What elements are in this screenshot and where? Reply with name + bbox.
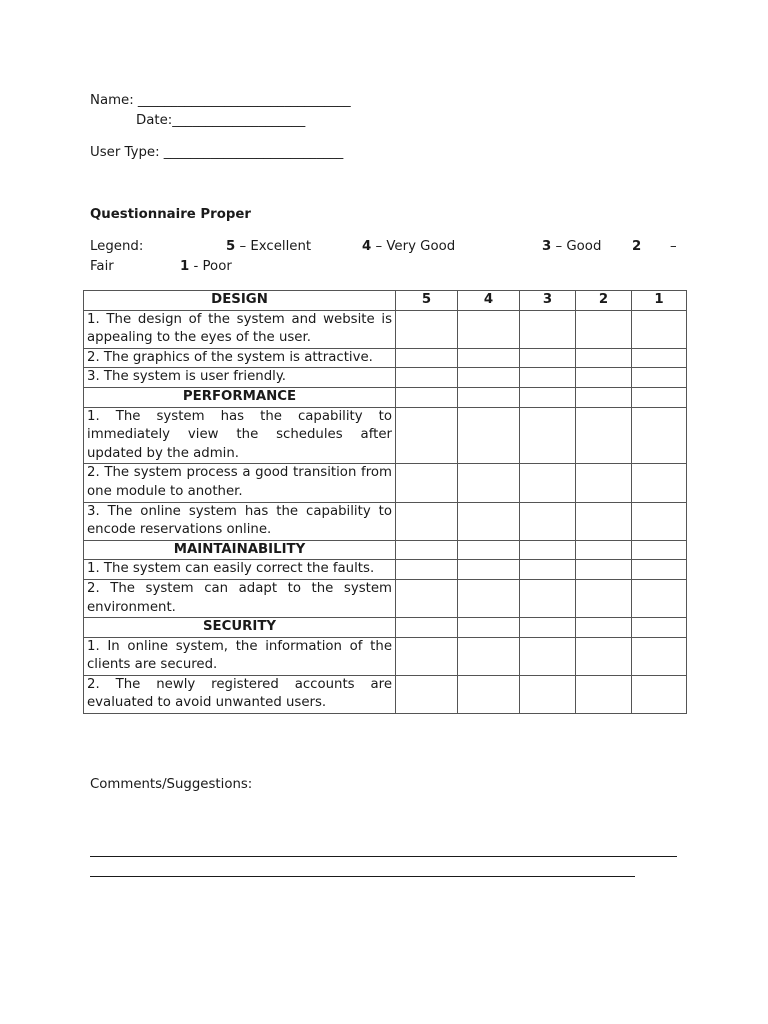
rating-cell[interactable] bbox=[632, 618, 687, 638]
table-row bbox=[84, 464, 687, 502]
rating-cell[interactable] bbox=[458, 675, 520, 713]
comments-line-1[interactable] bbox=[90, 856, 677, 857]
date-field-label: Date:____________________ bbox=[136, 113, 306, 128]
rating-cell[interactable] bbox=[632, 502, 687, 540]
rating-cell[interactable] bbox=[458, 502, 520, 540]
rating-cell[interactable] bbox=[458, 579, 520, 617]
section-header-row bbox=[84, 540, 687, 560]
rating-cell[interactable] bbox=[632, 407, 687, 464]
rating-cell[interactable] bbox=[632, 387, 687, 407]
table-row bbox=[84, 502, 687, 540]
rating-cell[interactable] bbox=[520, 637, 576, 675]
question-text: 3. The system is user friendly. bbox=[84, 368, 396, 388]
table-row bbox=[84, 368, 687, 388]
rating-cell[interactable] bbox=[520, 579, 576, 617]
rating-cell[interactable] bbox=[396, 310, 458, 348]
rating-cell[interactable] bbox=[632, 310, 687, 348]
rating-cell[interactable] bbox=[396, 675, 458, 713]
legend-item-poor: 1 - Poor bbox=[180, 259, 232, 274]
question-text: 3. The online system has the capability to encode reservations online. bbox=[84, 502, 396, 540]
rating-cell[interactable] bbox=[458, 348, 520, 368]
rating-cell[interactable] bbox=[458, 407, 520, 464]
section-title: DESIGN bbox=[84, 291, 396, 311]
table-row bbox=[84, 407, 687, 464]
rating-cell[interactable] bbox=[458, 368, 520, 388]
rating-cell[interactable] bbox=[396, 407, 458, 464]
table-row bbox=[84, 637, 687, 675]
comments-line-2[interactable] bbox=[90, 876, 635, 877]
section-title: SECURITY bbox=[84, 618, 396, 638]
question-text: 1. The system can easily correct the faults. bbox=[84, 560, 396, 580]
rating-cell[interactable] bbox=[576, 348, 632, 368]
rating-cell[interactable] bbox=[576, 368, 632, 388]
rating-cell[interactable] bbox=[632, 560, 687, 580]
question-text: 2. The system can adapt to the system environment. bbox=[84, 579, 396, 617]
section-header-row bbox=[84, 291, 687, 311]
rating-cell[interactable] bbox=[632, 368, 687, 388]
table-row bbox=[84, 348, 687, 368]
rating-cell[interactable] bbox=[458, 560, 520, 580]
legend-item-fair-text: Fair bbox=[90, 259, 114, 274]
table-row bbox=[84, 675, 687, 713]
rating-cell[interactable] bbox=[632, 540, 687, 560]
table-row bbox=[84, 310, 687, 348]
rating-cell[interactable] bbox=[520, 368, 576, 388]
question-text: 2. The system process a good transition from one module to another. bbox=[84, 464, 396, 502]
rating-cell[interactable] bbox=[520, 675, 576, 713]
rating-cell[interactable] bbox=[396, 368, 458, 388]
table-row bbox=[84, 560, 687, 580]
rating-cell[interactable] bbox=[576, 560, 632, 580]
section-header-row bbox=[84, 387, 687, 407]
legend-item-fair-number: 2 bbox=[632, 239, 642, 254]
rating-cell[interactable] bbox=[576, 387, 632, 407]
rating-cell[interactable] bbox=[520, 464, 576, 502]
user-type-field-label: User Type: ___________________________ bbox=[90, 145, 344, 160]
rating-cell[interactable] bbox=[632, 637, 687, 675]
rating-cell[interactable] bbox=[396, 540, 458, 560]
rating-cell[interactable] bbox=[576, 579, 632, 617]
question-text: 1. The system has the capability to immediately view the schedules after updated by the admin. bbox=[84, 407, 396, 464]
section-title: PERFORMANCE bbox=[84, 387, 396, 407]
rating-cell[interactable] bbox=[520, 387, 576, 407]
rating-cell[interactable] bbox=[396, 387, 458, 407]
rating-cell[interactable] bbox=[458, 464, 520, 502]
rating-header: 3 bbox=[520, 291, 576, 311]
rating-cell[interactable] bbox=[396, 560, 458, 580]
rating-cell[interactable] bbox=[458, 618, 520, 638]
question-text: 1. The design of the system and website is appealing to the eyes of the user. bbox=[84, 310, 396, 348]
section-header-row bbox=[84, 618, 687, 638]
rating-header: 2 bbox=[576, 291, 632, 311]
rating-cell[interactable] bbox=[396, 618, 458, 638]
name-field-label: Name: ________________________________ bbox=[90, 93, 351, 108]
rating-cell[interactable] bbox=[632, 348, 687, 368]
rating-cell[interactable] bbox=[520, 618, 576, 638]
rating-cell[interactable] bbox=[520, 407, 576, 464]
rating-cell[interactable] bbox=[396, 579, 458, 617]
comments-label: Comments/Suggestions: bbox=[90, 777, 253, 792]
rating-cell[interactable] bbox=[396, 637, 458, 675]
rating-cell[interactable] bbox=[520, 348, 576, 368]
page-title: Questionnaire Proper bbox=[90, 207, 251, 222]
rating-cell[interactable] bbox=[576, 310, 632, 348]
rating-cell[interactable] bbox=[520, 502, 576, 540]
questionnaire-table bbox=[83, 290, 687, 714]
rating-cell[interactable] bbox=[520, 560, 576, 580]
rating-cell[interactable] bbox=[576, 407, 632, 464]
rating-cell[interactable] bbox=[520, 310, 576, 348]
question-text: 1. In online system, the information of the clients are secured. bbox=[84, 637, 396, 675]
table-row bbox=[84, 579, 687, 617]
rating-header: 5 bbox=[396, 291, 458, 311]
rating-cell[interactable] bbox=[520, 540, 576, 560]
legend-item-good: 3 – Good bbox=[542, 239, 602, 254]
rating-cell[interactable] bbox=[396, 464, 458, 502]
rating-cell[interactable] bbox=[576, 637, 632, 675]
rating-cell[interactable] bbox=[576, 618, 632, 638]
rating-header: 4 bbox=[458, 291, 520, 311]
rating-cell[interactable] bbox=[396, 502, 458, 540]
rating-cell[interactable] bbox=[576, 540, 632, 560]
legend-item-excellent: 5 – Excellent bbox=[226, 239, 312, 254]
question-text: 2. The newly registered accounts are evaluated to avoid unwanted users. bbox=[84, 675, 396, 713]
legend-item-fair-dash: – bbox=[670, 239, 677, 254]
rating-header: 1 bbox=[632, 291, 687, 311]
section-title: MAINTAINABILITY bbox=[84, 540, 396, 560]
rating-cell[interactable] bbox=[396, 348, 458, 368]
legend-item-very-good: 4 – Very Good bbox=[362, 239, 456, 254]
question-text: 2. The graphics of the system is attractive. bbox=[84, 348, 396, 368]
rating-cell[interactable] bbox=[576, 464, 632, 502]
rating-cell[interactable] bbox=[458, 637, 520, 675]
rating-cell[interactable] bbox=[458, 310, 520, 348]
rating-cell[interactable] bbox=[632, 675, 687, 713]
rating-cell[interactable] bbox=[576, 502, 632, 540]
legend-label: Legend: bbox=[90, 239, 144, 254]
rating-cell[interactable] bbox=[632, 579, 687, 617]
rating-cell[interactable] bbox=[458, 387, 520, 407]
rating-cell[interactable] bbox=[632, 464, 687, 502]
rating-cell[interactable] bbox=[576, 675, 632, 713]
rating-cell[interactable] bbox=[458, 540, 520, 560]
